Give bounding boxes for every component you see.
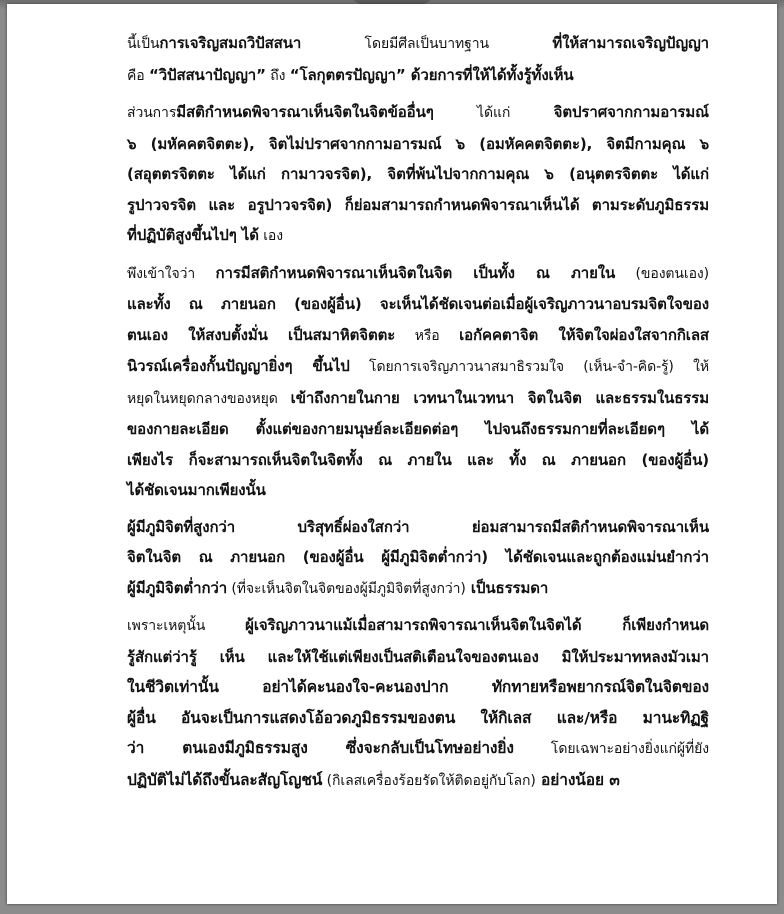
text-run: ว่า ตนเองมีภูมิธรรมสูง ซึ่งจะกลับเป็นโทษอย่างยิ่ง bbox=[127, 739, 514, 757]
text-run: หยุดในหยุดกลางของหยุด bbox=[127, 390, 291, 407]
text-line bbox=[81, 351, 709, 383]
text-line bbox=[81, 129, 709, 160]
text-run: (กิเลสเครื่องร้อยรัดให้ติดอยู่กับโลก) bbox=[322, 772, 536, 789]
paragraph-p1 bbox=[81, 28, 709, 91]
text-run: โดยเฉพาะอย่างยิ่งแก่ผู้ที่ยัง bbox=[513, 741, 709, 757]
text-run: รูปาวจรจิต และ อรูปาวจรจิต) bbox=[127, 195, 333, 214]
text-run: ให้จิตใจผ่องใสจากกิเลส bbox=[538, 325, 709, 344]
text-run: เพราะเหตุนั้น bbox=[127, 618, 246, 634]
text-run: เป็นธรรมดา bbox=[465, 578, 549, 597]
text-line bbox=[81, 703, 709, 734]
text-run: หรือ bbox=[395, 327, 460, 344]
text-run: พึงเข้าใจว่า bbox=[127, 265, 216, 282]
text-run: นี้เป็น bbox=[127, 36, 160, 52]
paragraph-p3 bbox=[81, 258, 709, 506]
text-run: เอกัคคตาจิต bbox=[459, 325, 539, 344]
text-run: อย่างน้อย ๓ bbox=[535, 770, 620, 789]
paragraph-p5 bbox=[81, 610, 709, 796]
text-line bbox=[81, 60, 709, 92]
text-run: รู้สักแต่ว่ารู้ เห็น และให้ใช้แต่เพียงเป็นสติเตือนใจของตนเอง มิให้ประมาทหลงมัวเมา bbox=[127, 647, 709, 666]
text-line bbox=[81, 765, 709, 797]
text-line bbox=[81, 289, 709, 320]
text-run: ถึง bbox=[265, 67, 290, 84]
text-run: เอง bbox=[258, 228, 283, 244]
text-run: ผู้มีภูมิจิตที่สูงกว่า บริสุทธิ์ผ่องใสกว่า ย่อมสามารถมีสติกำหนดพิจารณาเห็น bbox=[127, 517, 709, 536]
text-run: โดยการเจริญภาวนาสมาธิรวมใจ (เห็น-จำ-คิด-รู้) ให้ bbox=[349, 359, 709, 375]
text-run: ที่ให้สามารถเจริญปัญญา bbox=[552, 34, 709, 52]
text-run: เข้าถึงกายในกาย เวทนาในเวทนา จิตในจิต และธรรมในธรรม bbox=[290, 388, 709, 407]
text-run: ในชีวิตเท่านั้น อย่าได้คะนองใจ-คะนองปาก ทักทายหรือพยากรณ์จิตในจิตของ bbox=[127, 678, 709, 696]
text-run: “โลกุตตรปัญญา” bbox=[289, 65, 406, 84]
text-line bbox=[81, 610, 709, 642]
text-run: ก็ย่อมสามารถกำหนดพิจารณาเห็นได้ ตามระดับภูมิธรรม bbox=[332, 195, 709, 214]
text-run: จิตในจิต ณ ภายนอก (ของผู้อื่น ผู้มีภูมิจิตต่ำกว่า) ได้ชัดเจนและถูกต้องแม่นยำกว่า bbox=[127, 548, 709, 566]
text-run: ตนเอง ให้สงบตั้งมั่น เป็นสมาหิตจิตตะ bbox=[127, 325, 396, 344]
text-line bbox=[81, 320, 709, 352]
text-line bbox=[81, 733, 709, 765]
paragraph-p2 bbox=[81, 97, 709, 252]
text-run: “วิปัสสนาปัญญา” bbox=[148, 65, 266, 84]
text-line bbox=[81, 475, 709, 506]
text-run: ผู้เจริญภาวนาแม้เมื่อสามารถพิจารณาเห็นจิตในจิตได้ ก็เพียงกำหนด bbox=[245, 616, 709, 634]
text-line bbox=[81, 28, 709, 60]
text-run: ของกายละเอียด ตั้งแต่ของกายมนุษย์ละเอียดต่อๆ ไปจนถึงธรรมกายที่ละเอียดๆ ได้ bbox=[127, 420, 709, 438]
text-line bbox=[81, 414, 709, 445]
text-run: ด้วยการที่ให้ได้ทั้งรู้ทั้งเห็น bbox=[405, 65, 574, 84]
text-run: นิวรณ์เครื่องกั้นปัญญายิ่งๆ ขึ้นไป bbox=[127, 357, 350, 375]
text-run: (สอุตตรจิตตะ ได้แก่ กามาวจรจิต), จิตที่พ้นไปจากกามคุณ ๖ (อนุตตรจิตตะ ได้แก่ bbox=[127, 165, 709, 183]
text-run: ๖ (มหัคคตจิตตะ), จิตไม่ปราศจากกามอารมณ์ ๖ (อมหัคคตจิตตะ), จิตมีกามคุณ ๖ bbox=[127, 134, 709, 153]
text-line bbox=[81, 672, 709, 703]
text-run: เพียงไร ก็จะสามารถเห็นจิตในจิตทั้ง ณ ภายใน และ ทั้ง ณ ภายนอก (ของผู้อื่น) bbox=[127, 450, 709, 469]
text-line bbox=[81, 512, 709, 543]
text-line bbox=[81, 190, 709, 221]
text-run: (ของตนเอง) bbox=[615, 265, 709, 282]
text-line bbox=[81, 445, 709, 476]
text-run: มีสติกำหนดพิจารณาเห็นจิตในจิตข้ออื่นๆ bbox=[176, 103, 434, 121]
text-run: ผู้มีภูมิจิตต่ำกว่า bbox=[127, 578, 228, 597]
text-line bbox=[81, 97, 709, 129]
text-run: โดยมีศีลเป็นบาทฐาน bbox=[301, 36, 553, 52]
text-line bbox=[81, 383, 709, 415]
text-run: ส่วนการ bbox=[127, 105, 177, 121]
text-run: ได้แก่ bbox=[433, 105, 554, 121]
text-line bbox=[81, 573, 709, 605]
text-run: คือ bbox=[127, 67, 149, 84]
text-run: ปฏิบัติไม่ได้ถึงขั้นละสัญโญชน์ bbox=[127, 770, 323, 789]
text-line bbox=[81, 258, 709, 290]
text-line bbox=[81, 220, 709, 252]
text-run: ผู้อื่น อันจะเป็นการแสดงโอ้อวดภูมิธรรมของตน ให้กิเลส และ/หรือ มานะทิฏฐิ bbox=[127, 708, 709, 727]
document-page bbox=[7, 4, 777, 904]
text-run: (ที่จะเห็นจิตในจิตของผู้มีภูมิจิตที่สูงกว่า) bbox=[227, 580, 466, 597]
page-text bbox=[81, 28, 709, 796]
text-run: การมีสติกำหนดพิจารณาเห็นจิตในจิต เป็นทั้ง ณ ภายใน bbox=[215, 263, 616, 282]
text-line bbox=[81, 159, 709, 190]
text-line bbox=[81, 642, 709, 673]
text-run: และทั้ง ณ ภายนอก (ของผู้อื่น) จะเห็นได้ชัดเจนต่อเมื่อผู้เจริญภาวนาอบรมจิตใจของ bbox=[127, 295, 709, 313]
text-run: ได้ชัดเจนมากเพียงนั้น bbox=[127, 481, 266, 499]
text-run: ที่ปฏิบัติสูงขึ้นไปๆ ได้ bbox=[127, 226, 259, 244]
text-run: การเจริญสมถวิปัสสนา bbox=[159, 34, 302, 52]
text-line bbox=[81, 542, 709, 573]
paragraph-p4 bbox=[81, 512, 709, 605]
text-run: จิตปราศจากกามอารมณ์ bbox=[553, 103, 709, 121]
